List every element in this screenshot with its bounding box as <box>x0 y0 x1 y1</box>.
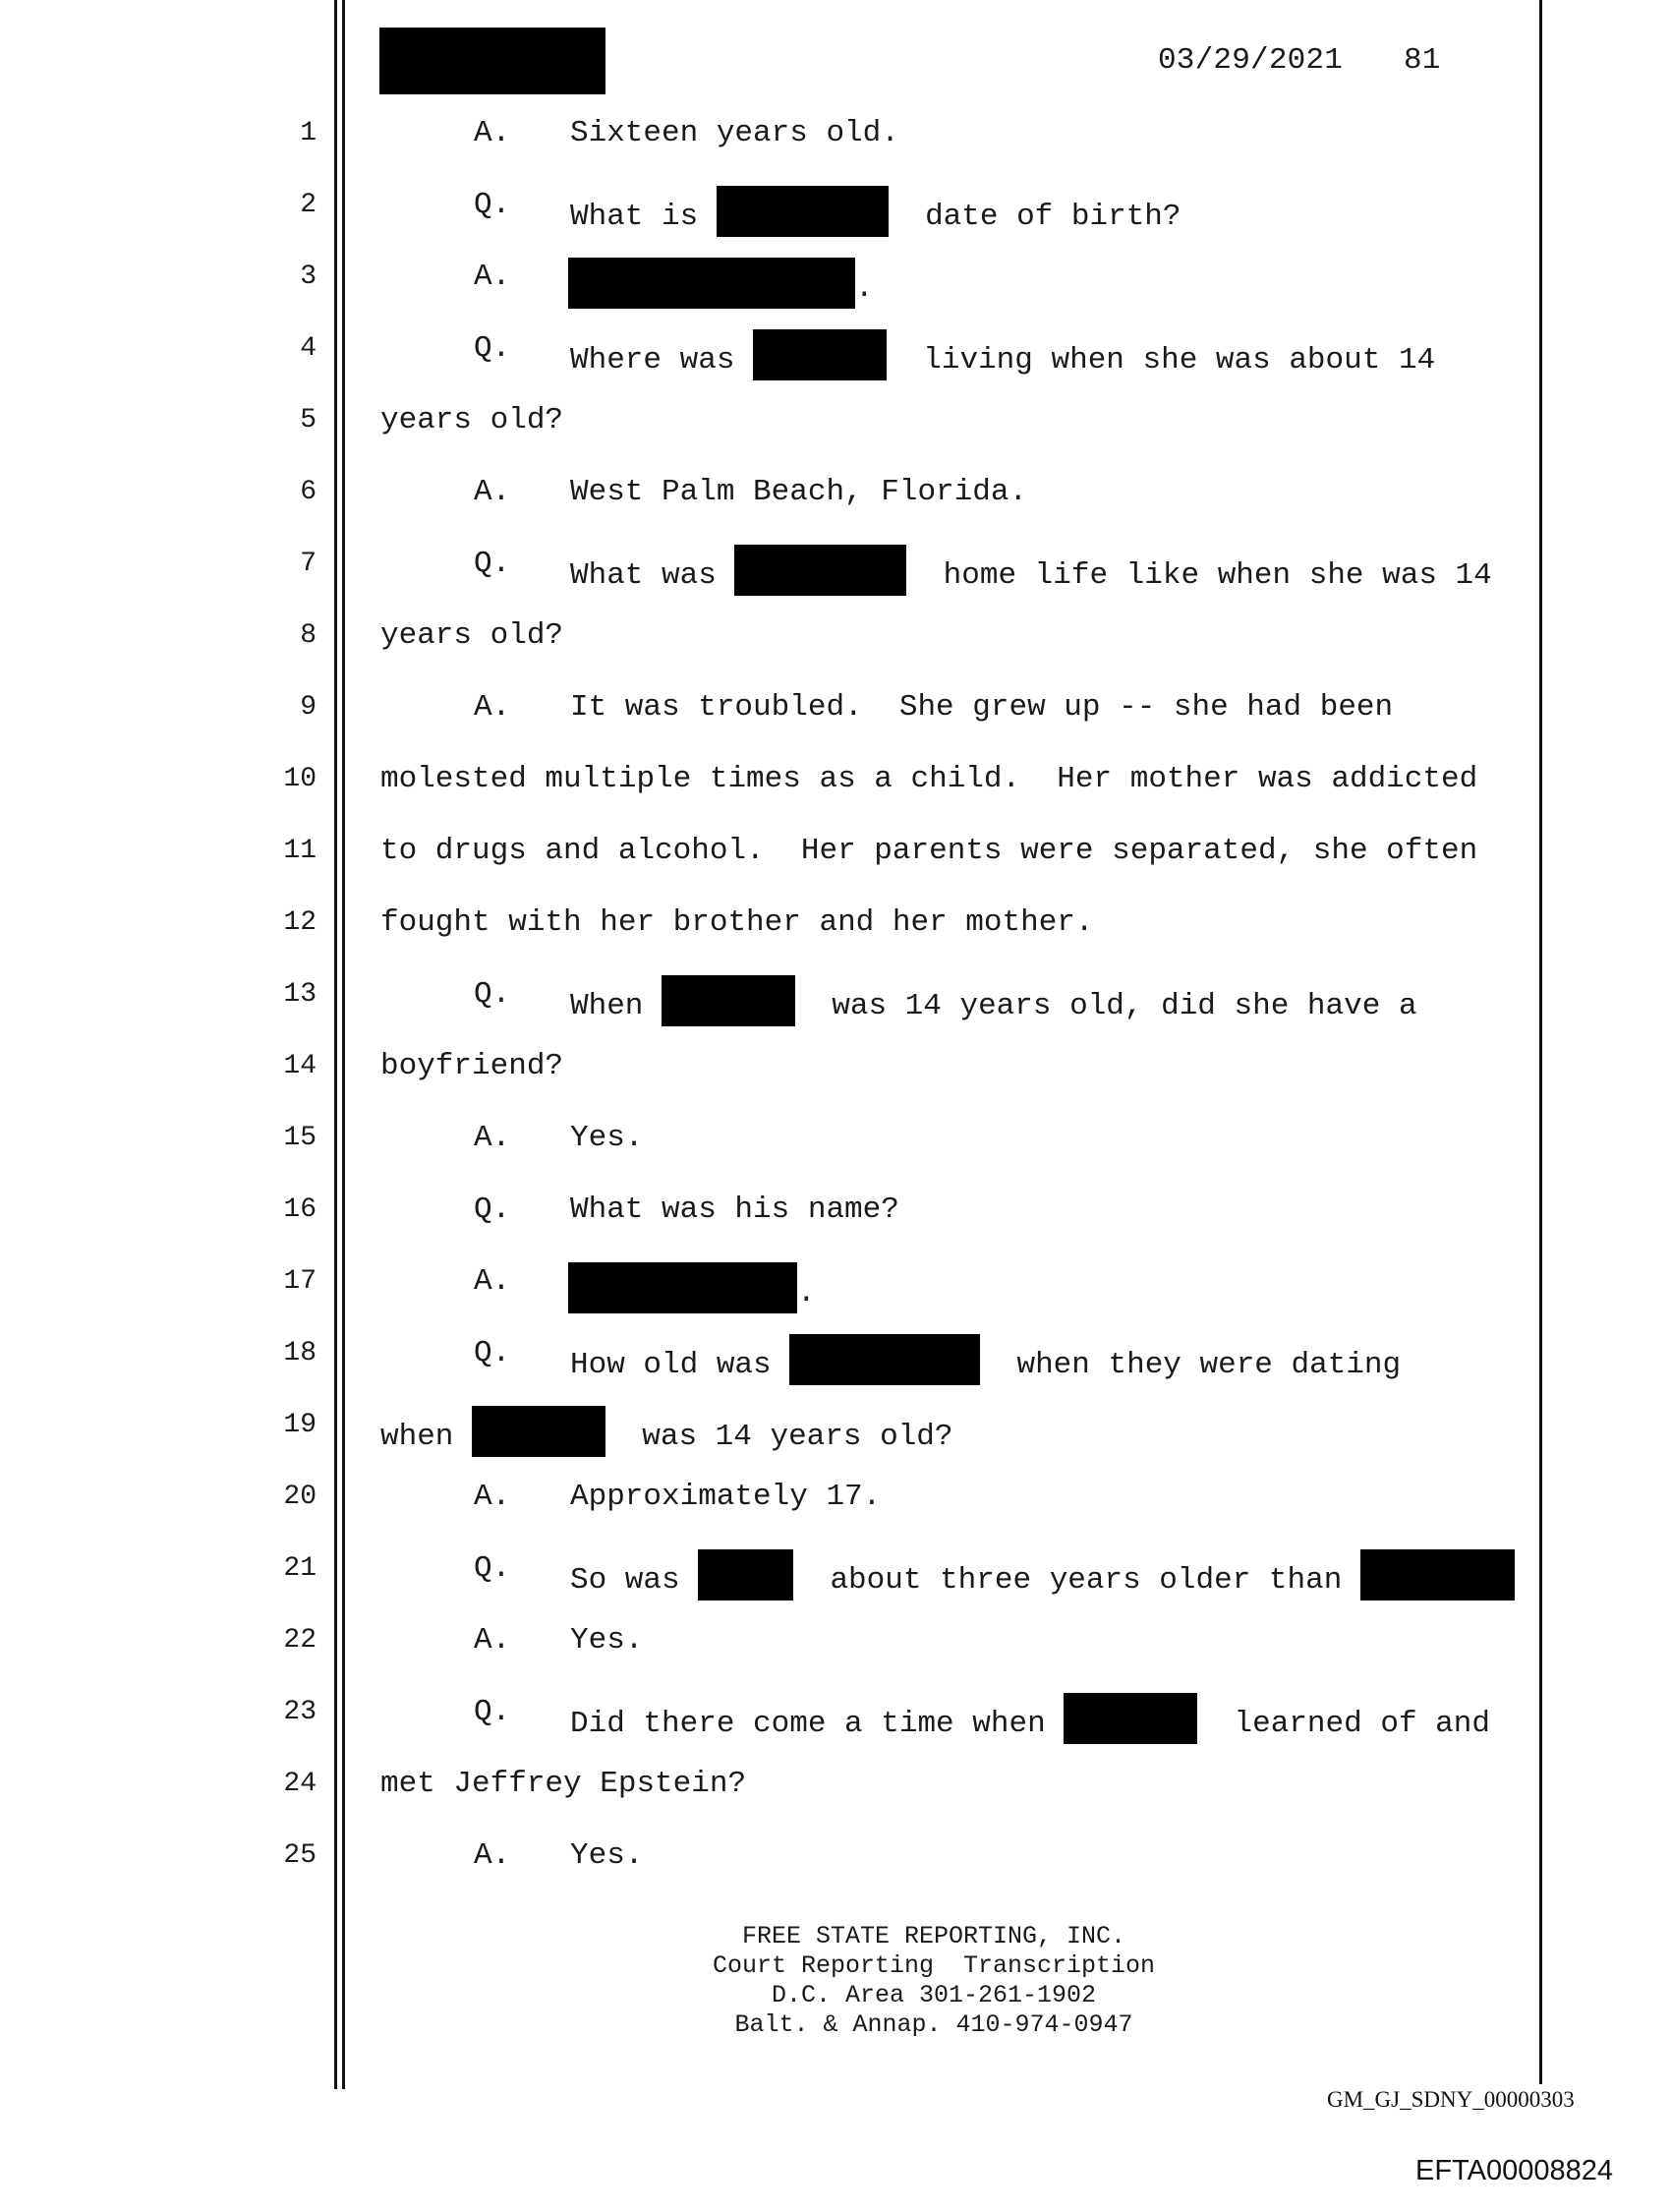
right-margin-rule <box>1539 0 1542 2084</box>
line-number: 12 <box>283 907 317 938</box>
speaker-label: A. <box>474 1623 511 1658</box>
line-number: 23 <box>283 1697 317 1727</box>
text-between-redactions: about three years older than <box>830 1563 1343 1598</box>
transcript-text: to drugs and alcohol. Her parents were separated, she often <box>380 834 1478 868</box>
line-number: 21 <box>283 1553 317 1584</box>
transcript-text: met Jeffrey Epstein? <box>380 1767 747 1801</box>
transcript-text: What was his name? <box>570 1193 899 1227</box>
speaker-label: Q. <box>474 1193 511 1227</box>
reporter-footer <box>550 1922 1317 2040</box>
line-number: 8 <box>300 620 317 651</box>
speaker-label: Q. <box>474 331 511 366</box>
line-number: 10 <box>283 764 317 794</box>
footer-balt-phone: Balt. & Annap. 410-974-0947 <box>734 2010 1133 2039</box>
transcript-text <box>568 1262 816 1310</box>
footer-company: FREE STATE REPORTING, INC. <box>741 1922 1126 1950</box>
speaker-label: Q. <box>474 1551 511 1586</box>
transcript-text <box>380 1406 953 1454</box>
transcript-text <box>570 1693 1490 1741</box>
transcript-text: Sixteen years old. <box>570 116 899 150</box>
line-number: 19 <box>283 1410 317 1440</box>
speaker-label: Q. <box>474 1336 511 1370</box>
line-number: 1 <box>300 118 317 148</box>
line-number: 9 <box>300 692 317 723</box>
speaker-label: A. <box>474 1480 511 1514</box>
text-after-redaction: home life like when she was 14 <box>943 558 1492 593</box>
transcript-text <box>570 545 1492 593</box>
text-after-redaction: when they were dating <box>1016 1348 1402 1382</box>
redaction-box <box>568 258 855 309</box>
redaction-box <box>568 1262 797 1313</box>
line-number: 13 <box>283 979 317 1010</box>
line-number: 15 <box>283 1123 317 1153</box>
transcript-text <box>570 186 1181 234</box>
transcript-text: It was troubled. She grew up -- she had been <box>570 690 1394 725</box>
line-number: 14 <box>283 1051 317 1081</box>
transcript-text <box>568 258 874 306</box>
speaker-label: A. <box>474 475 511 509</box>
footer-services: Court Reporting Transcription <box>712 1951 1156 1980</box>
text-before-redaction: What was <box>570 558 717 593</box>
bates-number: GM_GJ_SDNY_00000303 <box>1327 2087 1575 2112</box>
line-number: 11 <box>283 836 317 866</box>
transcript-text: Yes. <box>570 1121 644 1155</box>
line-number: 4 <box>300 333 317 364</box>
line-number: 20 <box>283 1482 317 1512</box>
transcript-text: Yes. <box>570 1838 644 1873</box>
line-number: 2 <box>300 190 317 220</box>
speaker-label: A. <box>474 116 511 150</box>
speaker-label: A. <box>474 1838 511 1873</box>
transcript-text: years old? <box>380 403 564 437</box>
text-after-redaction: . <box>855 271 874 306</box>
left-margin-rule-1 <box>334 0 337 2089</box>
transcript-text: fought with her brother and her mother. <box>380 905 1094 940</box>
speaker-label: Q. <box>474 977 511 1012</box>
transcript-text: Yes. <box>570 1623 644 1658</box>
header-date: 03/29/2021 <box>1158 43 1344 78</box>
speaker-label: A. <box>474 260 511 294</box>
redaction-box <box>1360 1549 1515 1601</box>
text-after-redaction: learned of and <box>1234 1707 1490 1741</box>
line-number: 24 <box>283 1769 317 1799</box>
line-number: 16 <box>283 1194 317 1225</box>
text-after-redaction: living when she was about 14 <box>923 343 1436 378</box>
text-before-redaction: Where was <box>570 343 735 378</box>
line-number: 17 <box>283 1266 317 1297</box>
left-margin-rule-2 <box>342 0 345 2089</box>
header-page-number: 81 <box>1404 43 1441 78</box>
text-after-redaction: . <box>797 1276 816 1310</box>
line-number: 18 <box>283 1338 317 1368</box>
redaction-box <box>717 186 889 237</box>
speaker-label: A. <box>474 1121 511 1155</box>
text-before-redaction: How old was <box>570 1348 772 1382</box>
text-after-redaction: was 14 years old? <box>642 1420 953 1454</box>
line-number: 3 <box>300 262 317 292</box>
text-before-redaction: Did there come a time when <box>570 1707 1046 1741</box>
redaction-box <box>698 1549 793 1601</box>
redaction-box <box>1064 1693 1197 1744</box>
transcript-text <box>570 975 1417 1023</box>
redaction-box <box>662 975 795 1026</box>
text-after-redaction: date of birth? <box>925 200 1181 234</box>
transcript-text: years old? <box>380 618 564 653</box>
line-number: 25 <box>283 1840 317 1871</box>
transcript-text: Approximately 17. <box>570 1480 882 1514</box>
transcript-text: boyfriend? <box>380 1049 564 1083</box>
redaction-box <box>753 329 887 380</box>
redaction-box <box>734 545 906 596</box>
speaker-label: Q. <box>474 547 511 581</box>
header-redaction <box>379 28 605 94</box>
transcript-text <box>570 329 1436 378</box>
text-before-redaction: What is <box>570 200 699 234</box>
text-before-redaction: So was <box>570 1563 680 1598</box>
efta-number: EFTA00008824 <box>1415 2155 1613 2186</box>
text-before-redaction: when <box>380 1420 454 1454</box>
line-number: 6 <box>300 477 317 507</box>
line-number: 22 <box>283 1625 317 1656</box>
speaker-label: Q. <box>474 1695 511 1729</box>
redaction-box <box>472 1406 605 1457</box>
transcript-text <box>570 1549 1515 1598</box>
redaction-box <box>789 1334 980 1385</box>
speaker-label: A. <box>474 690 511 725</box>
transcript-text: West Palm Beach, Florida. <box>570 475 1028 509</box>
text-before-redaction: When <box>570 989 644 1023</box>
text-after-redaction: was 14 years old, did she have a <box>832 989 1417 1023</box>
line-number: 5 <box>300 405 317 436</box>
line-number: 7 <box>300 549 317 579</box>
footer-dc-phone: D.C. Area 301-261-1902 <box>771 1981 1097 2009</box>
speaker-label: Q. <box>474 188 511 222</box>
transcript-text <box>570 1334 1402 1382</box>
transcript-text: molested multiple times as a child. Her mother was addicted <box>380 762 1478 796</box>
speaker-label: A. <box>474 1264 511 1299</box>
